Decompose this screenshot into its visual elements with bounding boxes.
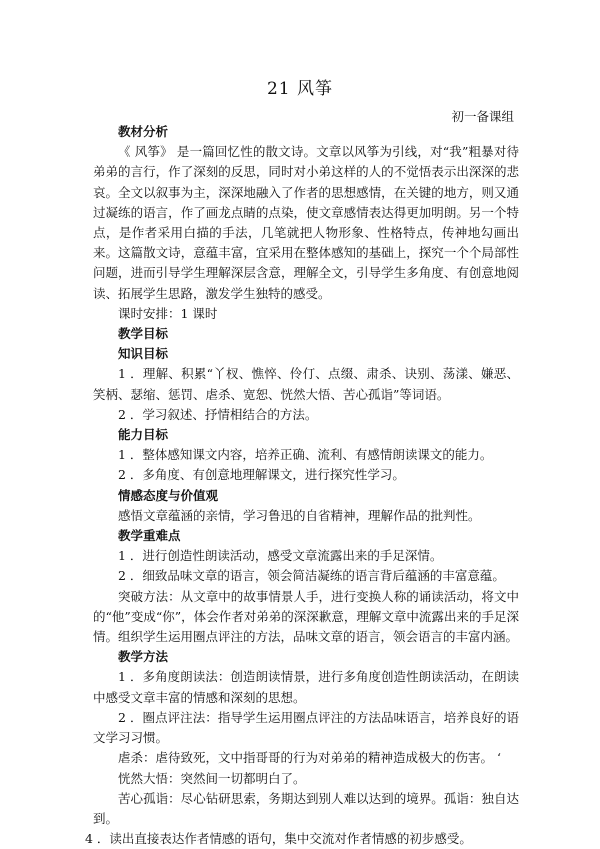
paragraph: 4 ．读出直接表达作者情感的语句，集中交流对作者情感的初步感受。 (85, 831, 472, 847)
paragraph: 感悟文章蕴涵的亲情，学习鲁迅的自省精神，理解作品的批判性。 (118, 507, 481, 523)
page-title: 21 风筝 (266, 79, 334, 99)
paragraph: 1 ．进行创造性朗读活动，感受文章流露出来的手足深情。 (118, 548, 443, 564)
section-heading: 教学方法 (118, 649, 169, 665)
paragraph: 恍然大悟：突然间一切都明白了。 (118, 770, 306, 786)
paragraph: 1 ．整体感知课文内容，培养正确、流利、有感情朗读课文的能力。 (118, 447, 493, 463)
paragraph: 1 ．理解、积累“丫杈、憔悴、伶仃、点缀、肃杀、诀别、荡漾、嫌恶、笑柄、瑟缩、惩罚、虐杀、宽恕、恍然大悟、苦心孤诣”等词语。 (93, 366, 519, 402)
paragraph: 2 ．多角度、有创意地理解课文，进行探究性学习。 (118, 467, 405, 483)
section-heading: 情感态度与价值观 (118, 487, 219, 503)
section-heading: 教材分析 (118, 124, 169, 139)
paragraph: 2 ．细致品味文章的语言，领会简洁凝练的语言背后蕴涵的丰富意蕴。 (118, 568, 505, 584)
paragraph: 《 风筝》 是一篇回忆性的散文诗。文章以风筝为引线，对“我”粗暴对待弟弟的言行，作了深刻的反思，同时对小弟这样的人的不觉悟表示出深深的悲哀。全文以叙事为主，深深地融入了作者的思想感情，在关键的地方，则又通过凝练的语言，作了画龙点睛的点染，使文章感情表达得更加明朗。另一个特点，是作者采用白描的手法，几笔就把人物形象、性格特点，传神地勾画出来。这篇散文诗，意蕴丰富，宜采用在整体感知的基础上，探究一个个局部性问题，进而引导学生理解深层含意，理解全文，引导学生多角度、有创意地阅读、拓展学生思路，激发学生独特的感受。 (93, 144, 519, 301)
author-group: 初一备课组 (451, 109, 514, 124)
section-heading: 教学重难点 (118, 528, 181, 544)
paragraph: 2 ．学习叙述、抒情相结合的方法。 (118, 406, 318, 422)
section-heading: 教学目标 (118, 326, 169, 342)
paragraph: 虐杀：虐待致死，文中指哥哥的行为对弟弟的精神造成极大的伤害。 ‘ (118, 750, 501, 766)
document-body (85, 122, 519, 849)
section-heading: 能力目标 (118, 427, 169, 443)
paragraph: 2 ．圈点评注法：指导学生运用圈点评注的方法品味语言，培养良好的语文学习习惯。 (93, 709, 519, 746)
paragraph: 课时安排：1 课时 (118, 305, 218, 321)
section-heading: 知识目标 (118, 346, 169, 362)
paragraph: 苦心孤诣：尽心钻研思索，务期达到别人难以达到的境界。孤诣：独自达到。 (93, 790, 519, 826)
paragraph: 1 ．多角度朗读法：创造朗读情景，进行多角度创造性朗读活动，在朗读中感受文章丰富的情感和深刻的思想。 (93, 669, 519, 705)
paragraph: 突破方法：从文章中的故事情景人手，进行变换人称的诵读活动，将文中的“他”变成“你”，体会作者对弟弟的深深歉意，理解文章中流露出来的手足深情。组织学生运用圈点评注的方法，品味文章的语言，领会语言的丰富内涵。 (93, 588, 519, 645)
